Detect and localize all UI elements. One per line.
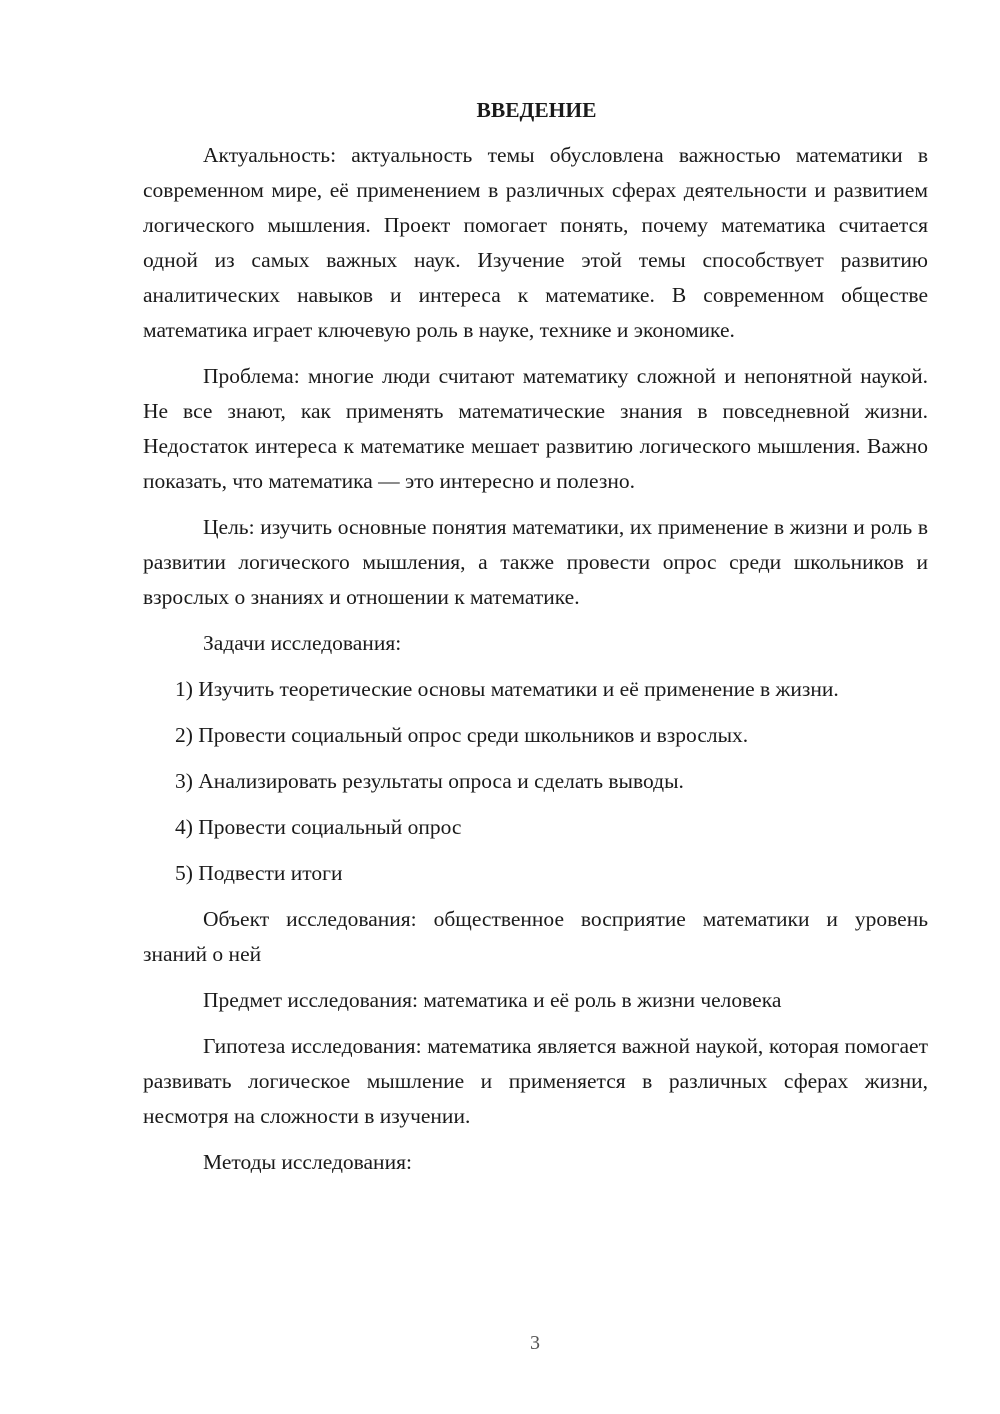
task-item-5: 5) Подвести итоги — [175, 861, 343, 885]
tasks-heading: Задачи исследования: — [203, 631, 402, 655]
task-item-3: 3) Анализировать результаты опроса и сделать выводы. — [175, 769, 684, 793]
methods-heading: Методы исследования: — [203, 1150, 412, 1174]
page-number: 3 — [530, 1332, 540, 1354]
section-heading: ВВЕДЕНИЕ — [476, 98, 597, 122]
document-page — [143, 94, 928, 1191]
object-paragraph: Объект исследования: общественное восприятие математики и уровень знаний о ней — [143, 907, 928, 966]
task-item-2: 2) Провести социальный опрос среди школьников и взрослых. — [175, 723, 749, 747]
task-item-4: 4) Провести социальный опрос — [175, 815, 462, 839]
goal-paragraph: Цель: изучить основные понятия математики, их применение в жизни и роль в развитии логического мышления, а также провести опрос среди школьников и взрослых о знаниях и отношении к математике. — [143, 515, 928, 609]
hypothesis-paragraph: Гипотеза исследования: математика является важной наукой, которая помогает развивать логическое мышление и применяется в различных сферах жизни, несмотря на сложности в изучении. — [143, 1034, 928, 1128]
subject-paragraph: Предмет исследования: математика и её роль в жизни человека — [203, 988, 782, 1012]
task-item-1: 1) Изучить теоретические основы математики и её применение в жизни. — [175, 677, 839, 701]
problem-paragraph: Проблема: многие люди считают математику сложной и непонятной наукой. Не все знают, как применять математические знания в повседневной жизни. Недостаток интереса к математике мешает развитию логического мышления. Важно показать, что математика — это интересно и полезно. — [143, 364, 928, 493]
relevance-paragraph: Актуальность: актуальность темы обусловлена важностью математики в современном мире, её применением в различных сферах деятельности и развитием логического мышления. Проект помогает понять, почему математика считается одной из самых важных наук. Изучение этой темы способствует развитию аналитических навыков и интереса к математике. В современном обществе математика играет ключевую роль в науке, технике и экономике. — [143, 143, 928, 342]
